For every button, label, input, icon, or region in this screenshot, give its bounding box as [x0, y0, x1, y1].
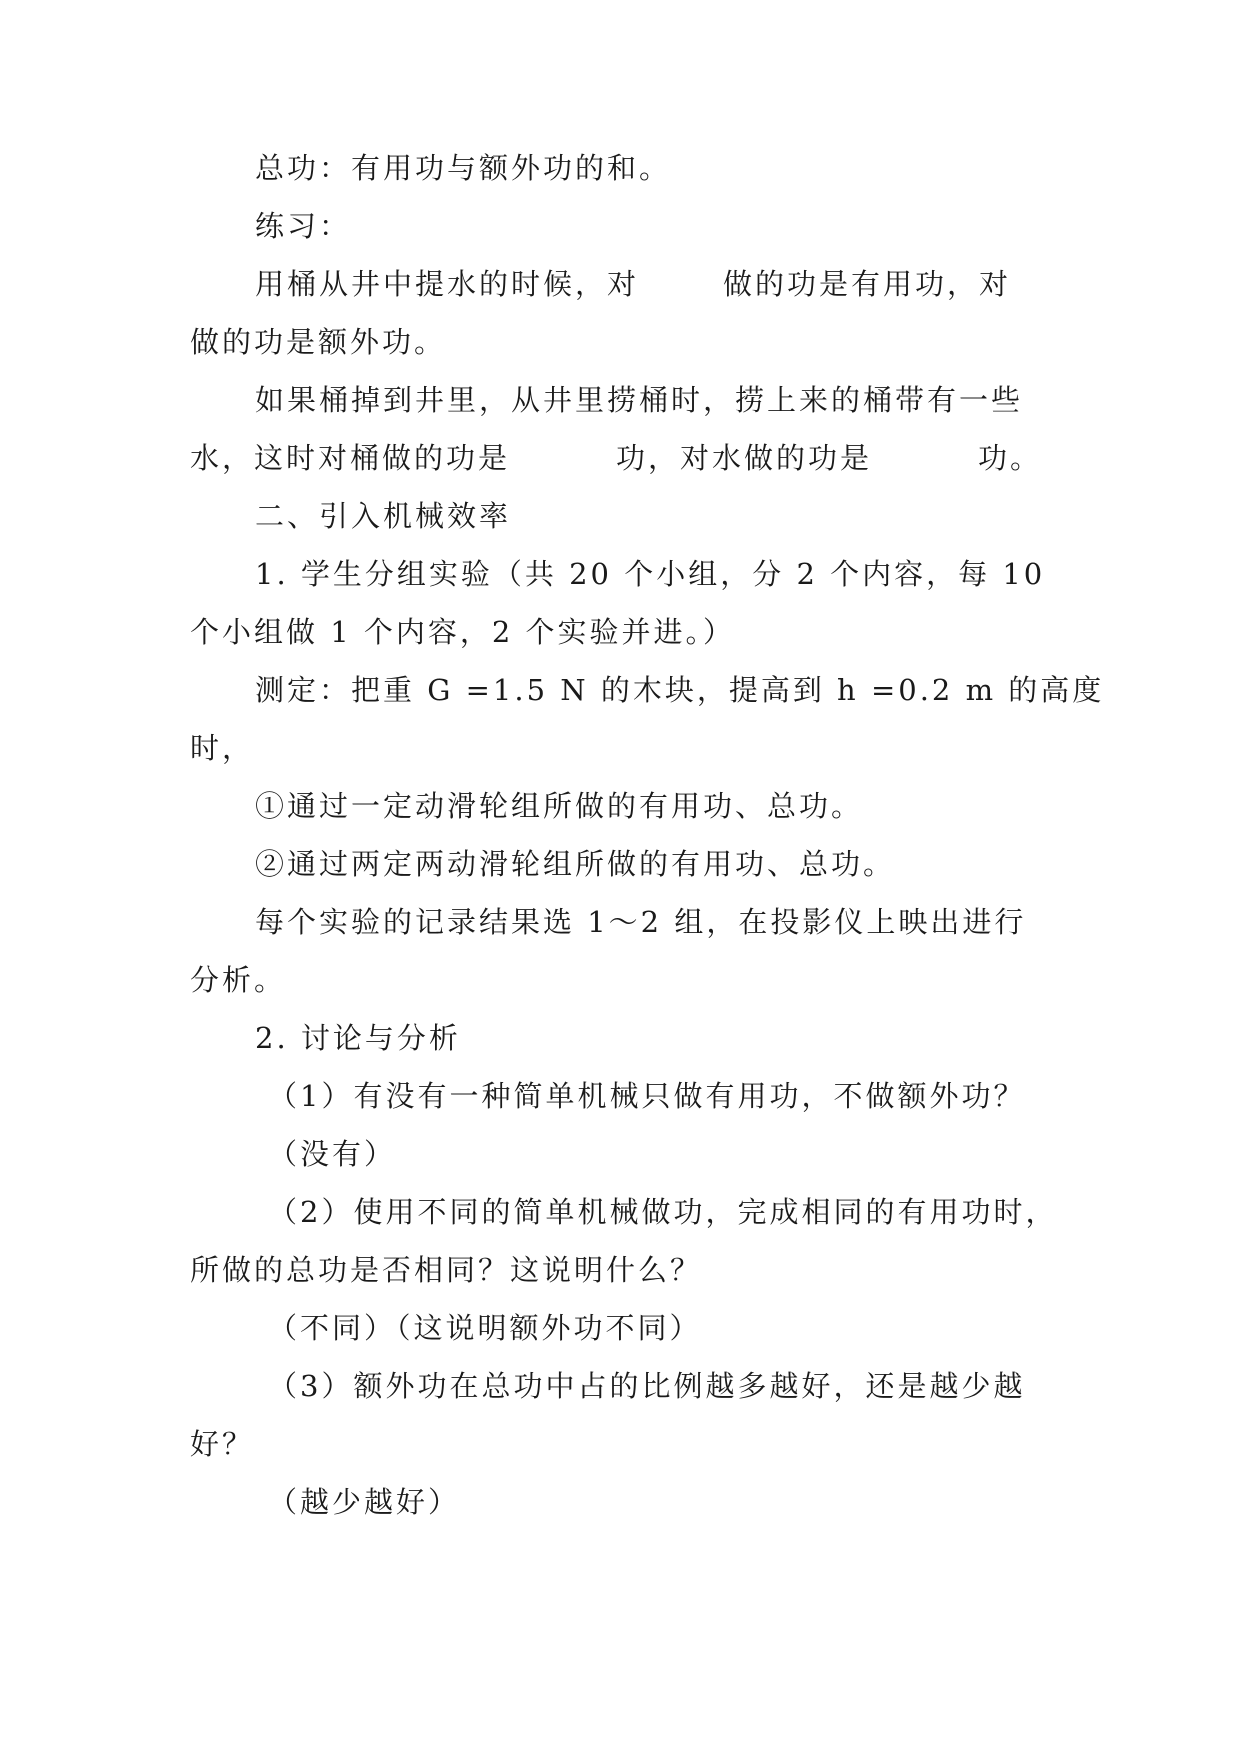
record-line-2: 分析。: [190, 963, 287, 997]
exercise-line-4: [190, 438, 1042, 478]
answer-2: （不同）（这说明额外功不同）: [268, 1311, 702, 1345]
section-heading-efficiency: 二、引入机械效率: [255, 499, 512, 533]
experiment-line-1: 1. 学生分组实验（共 20 个小组，分 2 个内容，每 10: [255, 557, 1046, 591]
exercise-text: 做的功是有用功，对: [723, 267, 1012, 301]
exercise-text: 功，对水做的功是: [616, 441, 873, 475]
question-3-line-1: （3）额外功在总功中占的比例越多越好，还是越少越: [268, 1369, 1026, 1403]
question-2-line-2: 所做的总功是否相同？这说明什么？: [190, 1253, 703, 1287]
item-2: ②通过两定两动滑轮组所做的有用功、总功。: [255, 847, 896, 881]
item-1: ①通过一定动滑轮组所做的有用功、总功。: [255, 789, 864, 823]
paragraph-total-work: 总功：有用功与额外功的和。: [255, 151, 672, 185]
question-1: （1）有没有一种简单机械只做有用功，不做额外功？: [268, 1079, 1026, 1113]
exercise-text: 用桶从井中提水的时候，对: [255, 267, 640, 301]
exercise-line-1: [255, 264, 1011, 304]
record-line-1: 每个实验的记录结果选 1～2 组，在投影仪上映出进行: [255, 905, 1027, 939]
answer-1: （没有）: [268, 1137, 397, 1171]
measure-line-1: 测定：把重 G =1.5 N 的木块，提高到 h =0.2 m 的高度: [255, 673, 1105, 707]
exercise-line-3: 如果桶掉到井里，从井里捞桶时，捞上来的桶带有一些: [255, 383, 1024, 417]
answer-3: （越少越好）: [268, 1485, 461, 1519]
experiment-line-2: 个小组做 1 个内容，2 个实验并进。）: [190, 615, 736, 649]
question-2-line-1: （2）使用不同的简单机械做功，完成相同的有用功时，: [268, 1195, 1058, 1229]
question-3-line-2: 好？: [190, 1427, 255, 1461]
exercise-text: 水，这时对桶做的功是: [190, 441, 511, 475]
section-heading-discussion: 2. 讨论与分析: [255, 1021, 461, 1055]
exercise-line-2: 做的功是额外功。: [190, 325, 447, 359]
heading-exercise: 练习：: [255, 209, 352, 243]
exercise-text: 功。: [978, 441, 1043, 475]
measure-line-2: 时，: [190, 731, 255, 765]
